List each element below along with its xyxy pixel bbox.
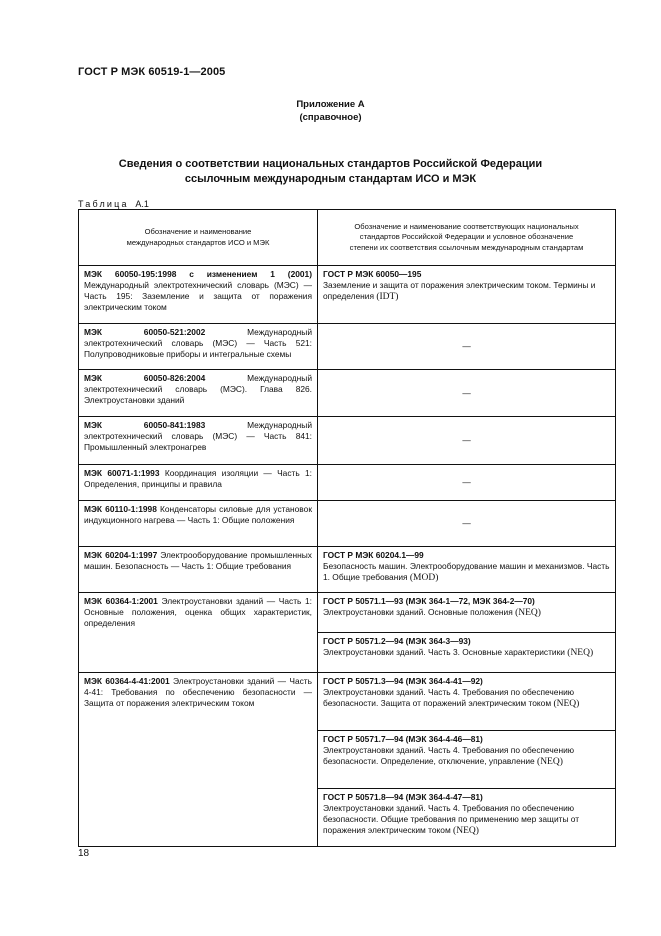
national-standard-cell	[318, 593, 616, 633]
section-title	[0, 157, 661, 187]
international-standard-title: Электроустановки зданий — Часть 4-41: Требования по обеспечению безопасности — Защита от поражения электрическим током	[84, 676, 312, 708]
national-standard-title: Заземление и защита от поражения электрическим током. Термины и определения	[323, 280, 596, 301]
annex-heading	[0, 98, 661, 124]
degree-of-correspondence: (NEQ)	[515, 608, 541, 618]
national-standard-cell: —	[318, 465, 616, 501]
table-row	[79, 324, 616, 370]
national-standard-code: ГОСТ Р МЭК 60204.1—99	[323, 550, 424, 560]
international-standard-cell	[79, 370, 318, 417]
table-row	[79, 547, 616, 593]
international-standard-cell	[79, 547, 318, 593]
international-standard-title: Электроустановки зданий — Часть 1: Основные положения, оценка общих характеристик, определения	[84, 596, 313, 628]
international-standard-cell	[79, 501, 318, 547]
table-row	[79, 673, 616, 731]
international-standard-code: МЭК 60050-841:1983	[84, 420, 206, 430]
national-standard-cell	[318, 547, 616, 593]
degree-of-correspondence: (NEQ)	[567, 648, 594, 658]
national-standard-title: Электроустановки зданий. Основные положения	[323, 607, 513, 617]
degree-of-correspondence: (NEQ)	[537, 757, 563, 767]
national-standard-title: Электроустановки зданий. Часть 3. Основные характеристики	[323, 647, 565, 657]
annex-title: Приложение А	[296, 99, 365, 110]
table-row	[79, 593, 616, 633]
international-standard-code: МЭК 60050-826:2004	[84, 373, 206, 383]
international-standard-code: МЭК 60364-1:2001	[84, 596, 158, 606]
national-standard-cell: —	[318, 417, 616, 465]
table-header-row	[79, 210, 616, 266]
international-standard-title: Международный электротехнический словарь (МЭС) — Часть 521: Полупроводниковые приборы и интегральные схемы	[84, 327, 312, 359]
national-standard-cell: —	[318, 370, 616, 417]
international-standard-cell	[79, 266, 318, 324]
national-standard-title: Безопасность машин. Электрооборудование машин и механизмов. Часть 1. Общие требования	[323, 561, 610, 582]
national-standard-title: Электроустановки зданий. Часть 4. Требования по обеспечению безопасности. Определение, отключение, управление	[323, 745, 575, 766]
international-standard-cell	[79, 465, 318, 501]
international-standard-code: МЭК 60204-1:1997	[84, 550, 158, 560]
national-standard-cell: —	[318, 501, 616, 547]
table-row	[79, 501, 616, 547]
international-standard-title: Электрооборудование промышленных машин. Безопасность — Часть 1: Общие требования	[84, 550, 312, 571]
national-standard-cell	[318, 673, 616, 731]
international-standard-title: Конденсаторы силовые для установок индукционного нагрева — Часть 1: Общие положения	[84, 504, 312, 525]
national-standard-cell: —	[318, 324, 616, 370]
table-row	[79, 465, 616, 501]
degree-of-correspondence: (NEQ)	[553, 699, 580, 709]
column-header-national: Обозначение и наименование соответствующих национальных стандартов Российской Федерации и условное обозначение степени их соответствия ссылочным международным стандартам	[318, 210, 616, 266]
page-number: 18	[78, 848, 90, 859]
national-standard-cell	[318, 266, 616, 324]
national-standard-title: Электроустановки зданий. Часть 4. Требования по обеспечению безопасности. Общие требования по применению мер защиты от поражения электрическим током	[323, 803, 580, 835]
international-standard-title: Международный электротехнический словарь (МЭС) — Часть 841: Промышленный электронагрев	[84, 420, 312, 452]
international-standard-code: МЭК 60050-195:1998 с изменением 1 (2001)	[84, 269, 312, 279]
national-standard-title: Электроустановки зданий. Часть 4. Требования по обеспечению безопасности. Защита от поражений электрическим током	[323, 687, 575, 708]
correspondence-table	[78, 209, 616, 847]
document-code: ГОСТ Р МЭК 60519-1—2005	[78, 66, 226, 78]
table-caption-number: А.1	[135, 199, 149, 209]
section-title-line1: Сведения о соответствии национальных стандартов Российской Федерации	[118, 158, 543, 170]
table-caption	[78, 199, 149, 209]
international-standard-cell	[79, 673, 318, 847]
national-standard-code: ГОСТ Р 50571.2—94 (МЭК 364-3—93)	[323, 636, 471, 646]
international-standard-cell	[79, 417, 318, 465]
table-row	[79, 370, 616, 417]
table-row	[79, 417, 616, 465]
national-standard-cell	[318, 633, 616, 673]
annex-subtitle: (справочное)	[299, 112, 362, 123]
national-standard-cell	[318, 731, 616, 789]
international-standard-title: Координация изоляции — Часть 1: Определения, принципы и правила	[84, 468, 313, 489]
international-standard-code: МЭК 60050-521:2002	[84, 327, 206, 337]
national-standard-code: ГОСТ Р 50571.8—94 (МЭК 364-4-47—81)	[323, 792, 483, 802]
international-standard-title: Международный электротехнический словарь (МЭС) — Часть 195: Заземление и защита от поражения электрическим током	[84, 280, 312, 312]
international-standard-code: МЭК 60364-4-41:2001	[84, 676, 170, 686]
table-row	[79, 266, 616, 324]
international-standard-code: МЭК 60110-1:1998	[84, 504, 157, 514]
national-standard-code: ГОСТ Р 50571.3—94 (МЭК 364-4-41—92)	[323, 676, 483, 686]
table-caption-label: Таблица	[78, 199, 129, 209]
national-standard-code: ГОСТ Р 50571.1—93 (МЭК 364-1—72, МЭК 364-2—70)	[323, 596, 535, 606]
degree-of-correspondence: (IDT)	[376, 292, 399, 302]
column-header-international: Обозначение и наименование международных стандартов ИСО и МЭК	[79, 210, 318, 266]
international-standard-title: Международный электротехнический словарь (МЭС). Глава 826. Электроустановки зданий	[84, 373, 312, 405]
national-standard-cell	[318, 789, 616, 847]
national-standard-code: ГОСТ Р 50571.7—94 (МЭК 364-4-46—81)	[323, 734, 483, 744]
international-standard-cell	[79, 593, 318, 673]
national-standard-code: ГОСТ Р МЭК 60050—195	[323, 269, 422, 279]
international-standard-cell	[79, 324, 318, 370]
degree-of-correspondence: (MOD)	[409, 573, 439, 583]
international-standard-code: МЭК 60071-1:1993	[84, 468, 160, 478]
section-title-line2: ссылочным международным стандартам ИСО и МЭК	[184, 173, 477, 185]
degree-of-correspondence: (NEQ)	[453, 826, 479, 836]
